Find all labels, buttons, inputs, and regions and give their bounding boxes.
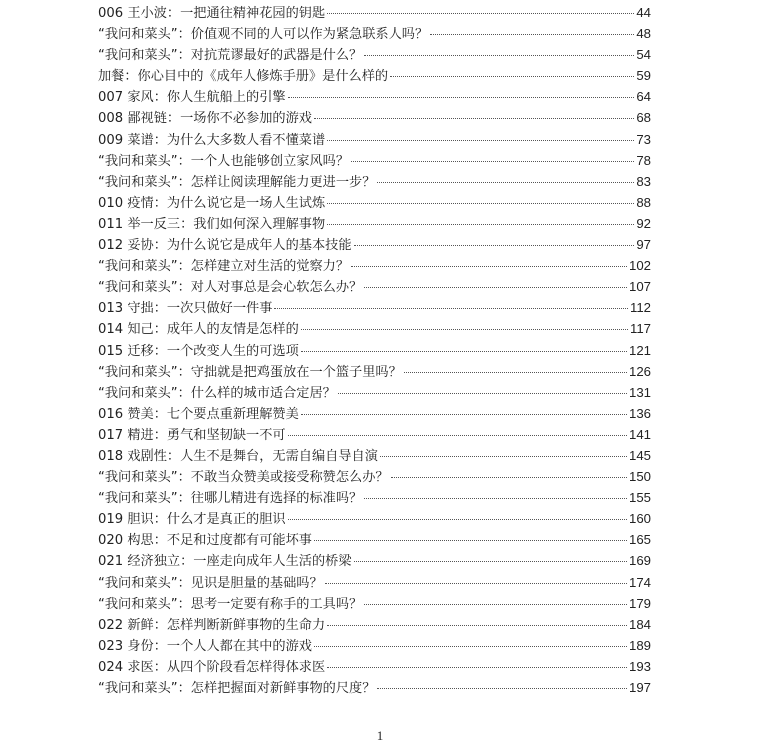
toc-entry-title: 008 鄙视链：一场你不必参加的游戏	[98, 111, 312, 127]
toc-entry-page: 73	[636, 131, 651, 147]
toc-entry-page: 150	[628, 469, 651, 485]
toc-entry-title: 021 经济独立：一座走向成年人生活的桥梁	[98, 554, 352, 570]
toc-entry-title: “我问和菜头”：往哪儿精进有选择的标准吗？	[98, 491, 363, 507]
toc-entry[interactable]	[98, 276, 651, 297]
toc-entry-title: 024 求医：从四个阶段看怎样得体求医	[98, 659, 326, 675]
toc-entry-page: 97	[636, 237, 651, 253]
toc-dot-leader	[327, 625, 627, 626]
toc-entry-title: 011 举一反三：我们如何深入理解事物	[98, 216, 326, 232]
toc-entry-title: 012 妥协：为什么说它是成年人的基本技能	[98, 238, 352, 254]
toc-entry[interactable]	[98, 550, 651, 571]
toc-dot-leader	[338, 393, 627, 394]
toc-dot-leader	[364, 55, 634, 56]
toc-dot-leader	[314, 118, 634, 119]
toc-entry[interactable]	[98, 635, 651, 656]
toc-entry[interactable]	[98, 424, 651, 445]
toc-entry[interactable]	[98, 171, 651, 192]
toc-entry-title: “我问和菜头”：见识是胆量的基础吗？	[98, 575, 323, 591]
toc-entry-page: 174	[628, 574, 651, 590]
toc-entry-title: “我问和菜头”：怎样让阅读理解能力更进一步？	[98, 174, 376, 190]
toc-entry-title: “我问和菜头”：怎样建立对生活的觉察力？	[98, 259, 350, 275]
toc-entry-title: 023 身份：一个人人都在其中的游戏	[98, 638, 312, 654]
toc-dot-leader	[377, 182, 634, 183]
toc-dot-leader	[314, 540, 627, 541]
toc-entry[interactable]	[98, 466, 651, 487]
toc-entry[interactable]	[98, 445, 651, 466]
toc-dot-leader	[288, 435, 627, 436]
toc-entry[interactable]	[98, 508, 651, 529]
toc-entry-page: 189	[628, 637, 651, 653]
toc-entry[interactable]	[98, 572, 651, 593]
toc-dot-leader	[327, 667, 627, 668]
toc-entry[interactable]	[98, 44, 651, 65]
toc-entry[interactable]	[98, 86, 651, 107]
toc-dot-leader	[404, 372, 627, 373]
toc-entry-title: 015 迁移：一个改变人生的可选项	[98, 343, 299, 359]
toc-entry-title: “我问和菜头”：价值观不同的人可以作为紧急联系人吗？	[98, 27, 429, 43]
toc-dot-leader	[430, 34, 634, 35]
toc-entry-title: “我问和菜头”：对抗荒谬最好的武器是什么？	[98, 48, 363, 64]
toc-entry-page: 83	[636, 173, 651, 189]
toc-entry[interactable]	[98, 614, 651, 635]
toc-entry[interactable]	[98, 23, 651, 44]
toc-entry[interactable]	[98, 213, 651, 234]
toc-entry[interactable]	[98, 403, 651, 424]
toc-entry-page: 64	[636, 89, 651, 105]
toc-entry[interactable]	[98, 529, 651, 550]
toc-entry-title: “我问和菜头”：不敢当众赞美或接受称赞怎么办？	[98, 470, 389, 486]
toc-entry-page: 68	[636, 110, 651, 126]
toc-entry-page: 155	[628, 490, 651, 506]
toc-entry[interactable]	[98, 255, 651, 276]
toc-entry-page: 136	[628, 405, 651, 421]
toc-entry-title: 006 王小波：一把通往精神花园的钥匙	[98, 6, 326, 21]
toc-entry[interactable]	[98, 297, 651, 318]
toc-dot-leader	[380, 456, 627, 457]
toc-entry-page: 48	[636, 26, 651, 42]
toc-dot-leader	[390, 76, 634, 77]
toc-dot-leader	[314, 646, 627, 647]
toc-dot-leader	[364, 498, 627, 499]
toc-entry[interactable]	[98, 382, 651, 403]
toc-entry-title: “我问和菜头”：思考一定要有称手的工具吗？	[98, 596, 363, 612]
toc-entry-title: 加餐：你心目中的《成年人修炼手册》是什么样的	[98, 69, 389, 85]
toc-entry-page: 126	[628, 363, 651, 379]
toc-dot-leader	[351, 161, 634, 162]
toc-dot-leader	[288, 519, 627, 520]
toc-entry[interactable]	[98, 107, 651, 128]
toc-dot-leader	[325, 583, 627, 584]
toc-entry-title: 020 构思：不足和过度都有可能坏事	[98, 533, 312, 549]
toc-entry-page: 141	[628, 426, 651, 442]
toc-entry-title: 007 家风：你人生航船上的引擎	[98, 90, 286, 106]
toc-entry-page: 165	[628, 532, 651, 548]
toc-entry-title: 013 守拙：一次只做好一件事	[98, 301, 273, 317]
toc-entry[interactable]	[98, 656, 651, 677]
toc-entry-title: “我问和菜头”：一个人也能够创立家风吗？	[98, 153, 350, 169]
toc-entry-page: 88	[636, 194, 651, 210]
toc-entry-page: 145	[628, 447, 651, 463]
toc-dot-leader	[288, 97, 635, 98]
toc-entry-title: 009 菜谱：为什么大多数人看不懂菜谱	[98, 132, 326, 148]
toc-entry[interactable]	[98, 65, 651, 86]
toc-entry-page: 92	[636, 215, 651, 231]
toc-entry-title: “我问和菜头”：什么样的城市适合定居？	[98, 385, 336, 401]
toc-entry-page: 102	[628, 258, 651, 274]
toc-entry-page: 78	[636, 152, 651, 168]
toc-entry-title: 018 戏剧性：人生不是舞台，无需自编自导自演	[98, 448, 378, 464]
toc-entry-title: “我问和菜头”：怎样把握面对新鲜事物的尺度？	[98, 681, 376, 696]
toc-dot-leader	[327, 224, 634, 225]
toc-dot-leader	[364, 604, 627, 605]
toc-entry[interactable]	[98, 487, 651, 508]
toc-entry-page: 44	[636, 5, 651, 20]
toc-entry-title: “我问和菜头”：守拙就是把鸡蛋放在一个篮子里吗？	[98, 364, 402, 380]
toc-entry[interactable]	[98, 318, 651, 339]
toc-entry[interactable]	[98, 150, 651, 171]
toc-dot-leader	[354, 245, 635, 246]
toc-entry-title: 022 新鲜：怎样判断新鲜事物的生命力	[98, 617, 326, 633]
toc-dot-leader	[327, 140, 634, 141]
toc-dot-leader	[351, 266, 627, 267]
toc-entry-page: 59	[636, 68, 651, 84]
toc-dot-leader	[301, 414, 627, 415]
toc-entry-page: 197	[628, 680, 651, 695]
toc-dot-leader	[327, 13, 634, 14]
toc-entry-page: 184	[628, 616, 651, 632]
toc-entry-page: 179	[628, 595, 651, 611]
toc-entry-title: 014 知己：成年人的友情是怎样的	[98, 322, 299, 338]
toc-entry-page: 193	[628, 658, 651, 674]
toc-entry-page: 160	[628, 511, 651, 527]
table-of-contents	[98, 2, 651, 698]
toc-dot-leader	[354, 561, 627, 562]
toc-entry[interactable]	[98, 192, 651, 213]
toc-dot-leader	[301, 329, 628, 330]
toc-entry-title: 016 赞美：七个要点重新理解赞美	[98, 406, 299, 422]
toc-entry-page: 107	[628, 279, 651, 295]
toc-entry-title: “我问和菜头”：对人对事总是会心软怎么办？	[98, 280, 363, 296]
toc-entry-page: 121	[628, 342, 651, 358]
toc-dot-leader	[274, 308, 628, 309]
toc-entry-page: 131	[628, 384, 651, 400]
toc-entry[interactable]	[98, 677, 651, 698]
toc-dot-leader	[364, 287, 627, 288]
toc-entry[interactable]	[98, 593, 651, 614]
toc-entry-page: 169	[628, 553, 651, 569]
toc-entry[interactable]	[98, 129, 651, 150]
toc-entry[interactable]	[98, 361, 651, 382]
toc-entry-title: 010 疫情：为什么说它是一场人生试炼	[98, 195, 326, 211]
page-number: 1	[376, 728, 384, 743]
toc-dot-leader	[377, 688, 627, 689]
toc-entry[interactable]	[98, 2, 651, 23]
toc-dot-leader	[391, 477, 627, 478]
toc-entry[interactable]	[98, 234, 651, 255]
toc-entry-page: 54	[636, 47, 651, 63]
toc-entry-page: 117	[629, 321, 651, 337]
toc-entry-title: 019 胆识：什么才是真正的胆识	[98, 512, 286, 528]
toc-entry[interactable]	[98, 340, 651, 361]
toc-entry-page: 112	[629, 300, 651, 316]
toc-dot-leader	[327, 203, 634, 204]
toc-entry-title: 017 精进：勇气和坚韧缺一不可	[98, 427, 286, 443]
toc-dot-leader	[301, 351, 627, 352]
